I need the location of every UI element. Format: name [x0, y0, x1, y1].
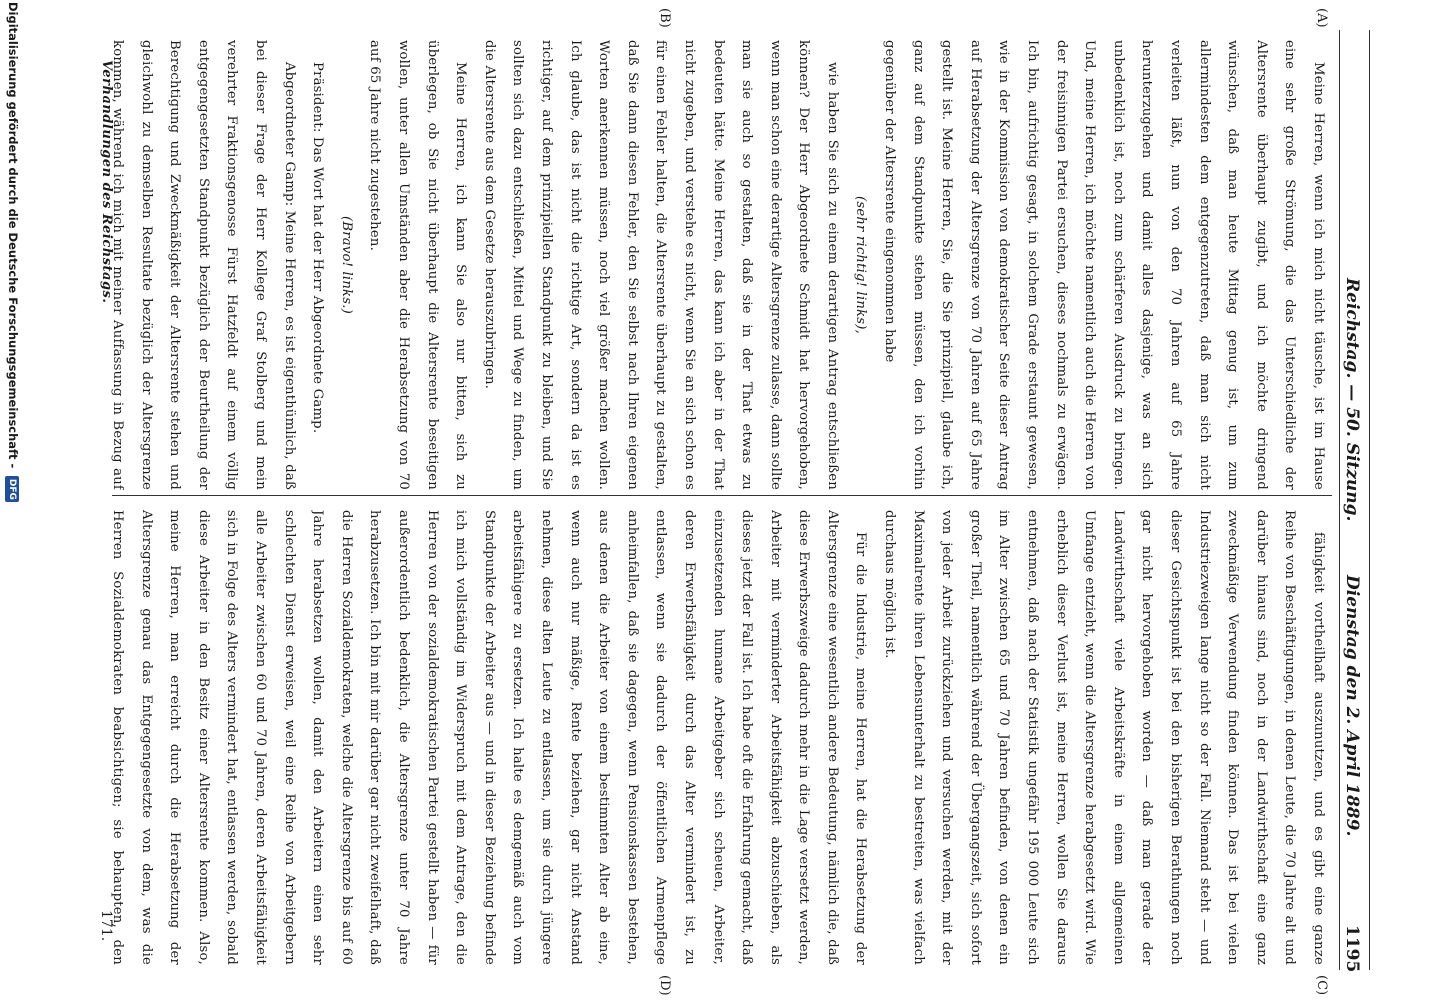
margin-mark-d: (D)	[657, 975, 672, 996]
president-statement: Präsident: Das Wort hat der Herr Abgeordnete Gamp.	[310, 62, 326, 434]
interjection: (Bravo! links.)	[338, 216, 354, 314]
interjection: (sehr richtig! links),	[853, 196, 869, 334]
column-divider	[112, 495, 1332, 496]
paragraph: wie haben Sie sich zu einem derartigen Antrag entschließen können? Der Herr Abgeordnete Schmidt hat hervorgehoben, wenn man schon eine derartige Altersgrenze zulasse, dann sollte man sie auch so gestalten, daß sie in der That etwas zu bedeuten hätte. Meine Herren, das kann ich aber in der That nicht zugeben, und verstehe es nicht, wenn Sie an sich schon es für einen Fehler halten, die Altersrente überhaupt zu gestalten, daß Sie dann diesen Fehler, den Sie selbst nach Ihren eigenen Worten anerkennen müssen, noch viel größer machen wollen. Ich glaube, das ist nicht die richtige Art, sondern da ist es richtiger, auf dem prinzipiellen Standpunkt zu bleiben, und Sie sollten sich dazu entschließen, Mittel und Wege zu finden, um die Altersrente aus dem Gesetze herauszubringen.	[481, 40, 840, 490]
page-number: 1195	[1342, 925, 1362, 973]
credit-text: Digitalisierung gefördert durch die Deutsche Forschungsgemeinschaft -	[6, 2, 20, 469]
paragraph: Meine Herren, ich kann Sie also nur bitten, sich zu überlegen, ob Sie nicht überhaupt die Altersrente beseitigen wollen, unter allen Umständen aber die Herabsetzung von 70 auf 65 Jahre nicht zugestehen.	[367, 40, 469, 490]
footer-left: Verhandlungen des Reichstags.	[99, 60, 114, 304]
left-column	[102, 40, 1332, 490]
header-rule-bottom	[1339, 30, 1340, 970]
margin-mark-b: (B)	[657, 8, 672, 28]
paragraph: Meine Herren, wenn ich mich nicht täusche, ist im Hause eine sehr große Strömung, die das Unterschiedliche der Altersrente überhaupt zugibt, und ich möchte dringend wünschen, daß man heute Mittag genug ist, um zum allermindesten dem entgegenzutreten, daß man sich nicht verleiten läßt, nun von den 70 Jahren auf 65 Jahre herunterzugehen und damit alles dasjenige, was an sich unbedenklich ist, noch zum schärferen Ausdruck zu bringen. Und, meine Herren, ich möchte namentlich auch die Herren von der freisinnigen Partei ersuchen, dieses nochmals zu erwägen. Ich bin, aufrichtig gesagt, in solchem Grade erstaunt gewesen, wie in der Kommission von demokratischer Seite dieser Antrag auf Herabsetzung der Altersgrenze von 70 Jahren auf 65 Jahre gestellt ist. Meine Herren, Sie, die Sie prinzipiell, glaube ich, ganz auf dem Standpunkte stehen müssen, den ich vorhin gegenüber der Altersrente eingenommen habe	[882, 40, 1326, 490]
paragraph: Für die Industrie, meine Herren, hat die Herabsetzung der Altersgrenze eine wesentlich andere Bedeutung, nämlich die, daß diese Erwerbszweige dadurch mehr in die Lage versetzt werden, Arbeiter mit verminderter Arbeitsfähigkeit abzuschieben, als dieses jetzt der Fall ist. Ich habe oft die Erfahrung gemacht, daß einzusetzenden humane Arbeitgeber sich scheuen, Arbeiter, deren Erwerbsfähigkeit durch das Alter vermindert ist, zu entlassen, wenn sie dadurch der öffentlichen Armenpflege anheimfallen, daß sie dagegen, wenn Pensionskassen bestehen, aus denen die Arbeiter von einem bestimmten Alter ab eine, wenn auch nur mäßige, Rente beziehen, gar nicht Anstand nehmen, diese alten Leute zu entlassen, um sie durch jüngere arbeitsfähigere zu ersetzen. Ich halte es demgemäß auch vom Standpunkte der Arbeiter aus — und in dieser Beziehung befinde ich mich vollständig im Widerspruch mit dem Antrage, den die Herren von der sozialdemokratischen Partei gestellt haben — für außerordentlich bedenklich, die Altersgrenze unter 70 Jahre herabzusetzen. Ich bin mit mir darüber gar nicht zweifelhaft, daß die Herren Sozialdemokraten, welche die Altersgrenze bis auf 60 Jahre herabsetzen wollen, damit den Arbeitern einen sehr schlechten Dienst erweisen, weil eine Reihe von Arbeitgebern alle Arbeiter zwischen 60 und 70 Jahren, deren Arbeitsfähigkeit sich in Folge des Alters vermindert hat, entlassen werden, sobald diese Arbeiter in den Besitz einer Altersrente kommen. Also, meine Herren, man erreicht durch die Herabsetzung der Altersgrenze genau das Entgegengesetzte von dem, was die Herren Sozialdemokraten beabsichtigen; sie behaupten, den	[110, 510, 869, 965]
page-header	[1334, 30, 1374, 973]
margin-mark-c: (C)	[1314, 975, 1329, 996]
right-column	[102, 510, 1332, 965]
header-rule-top	[1369, 30, 1370, 970]
header-left: Reichstag. — 50. Sitzung.	[1342, 278, 1362, 522]
footer-right: 171.	[98, 910, 114, 942]
speaker-paragraph: Abgeordneter Gamp: Meine Herren, es ist eigenthümlich, daß bei dieser Frage der Herr Kollege Graf Stolberg und mein verehrter Fraktionsgenosse Fürst Hatzfeldt auf einem völlig entgegengesetzten Standpunkt bezüglich der Beurtheilung der Berechtigung und Zweckmäßigkeit der Altersrente stehen und gleichwohl zu demselben Resultate bezüglich der Altersgrenze kommen, während ich mich mit meiner Auffassung in Bezug auf	[110, 40, 297, 490]
margin-mark-a: (A)	[1314, 8, 1329, 28]
paragraph: fähigkeit vortheilhaft auszunutzen, und es gibt eine ganze Reihe von Beschäftigungen, in denen Leute, die 70 Jahre alt und darüber hinaus sind, noch in der Landwirthschaft eine ganz zweckmäßige Verwendung finden können. Das ist bei vielen Industriezweigen lange nicht so der Fall. Niemand steht — und dieser Gesichtspunkt ist bei den bisherigen Berathungen noch gar nicht hervorgehoben worden — daß man gerade der Landwirthschaft viele Arbeitskräfte in einem allgemeinen Umfange entzieht, wenn die Altersgrenze herabgesetzt wird. Wie erheblich dieser Verlust ist, meine Herren, wollen Sie daraus entnehmen, daß nach der Statistik ungefähr 195 000 Leute sich im Alter zwischen 65 und 70 Jahren befinden, von denen ein großer Theil, namentlich während der Übergangszeit, sich sofort von jeder Arbeit zurückziehen und versuchen werden, mit der Maximalrente ihren Lebensunterhalt zu bestreiten, was vielfach durchaus möglich ist.	[882, 510, 1326, 965]
dfg-logo-icon: DFG	[6, 476, 20, 502]
digitization-credit	[2, 0, 20, 1002]
header-right: Dienstag den 2. April 1889.	[1342, 575, 1362, 837]
